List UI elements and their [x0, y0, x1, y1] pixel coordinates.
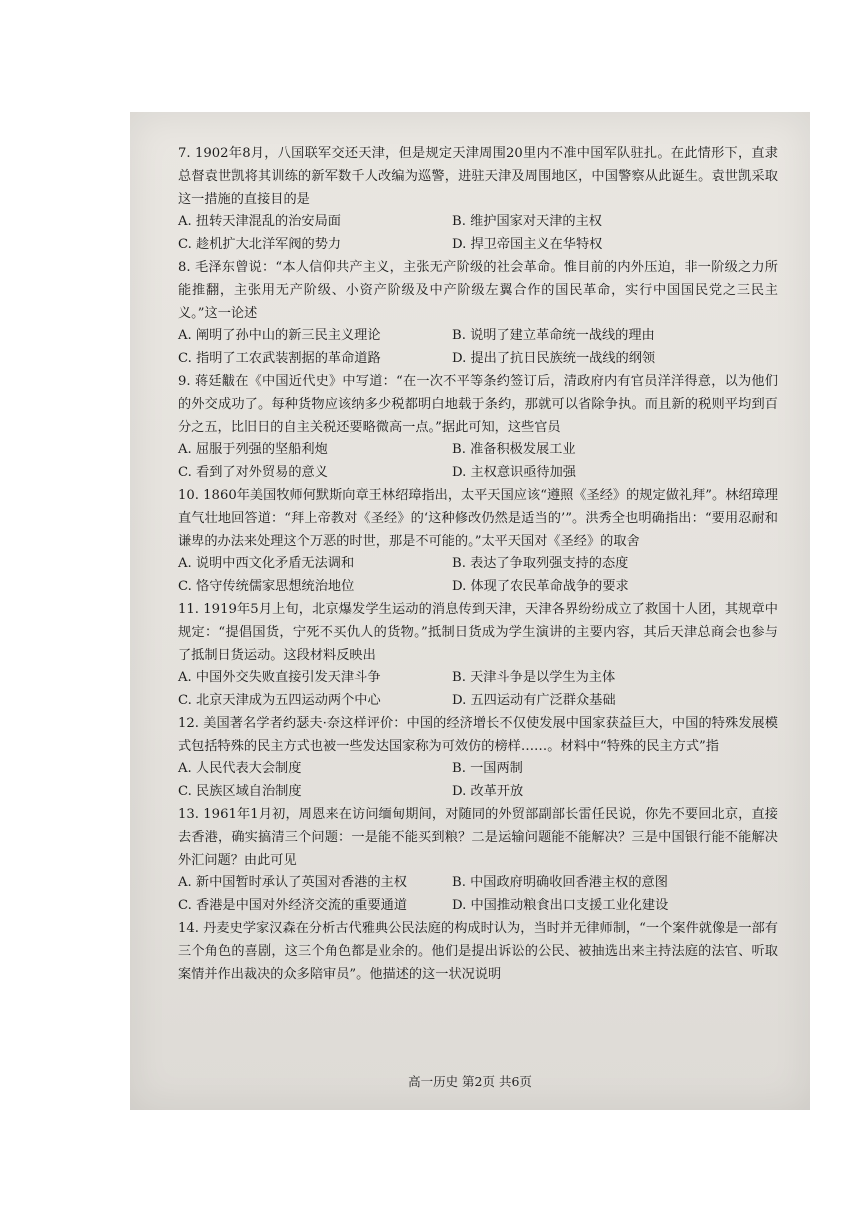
- option-d: D. 捍卫帝国主义在华特权: [452, 236, 603, 252]
- option-d: D. 改革开放: [452, 783, 524, 799]
- option-c: C. 指明了工农武装割据的革命道路: [178, 350, 381, 366]
- question-stem: 14. 丹麦史学家汉森在分析古代雅典公民法庭的构成时认为，当时并无律师制，“一个案件就像是一部有三个角色的喜剧，这三个角色都是业余的。他们是提出诉讼的公民、被抽选出来主持法庭的法官、听取案情并作出裁决的众多陪审员”。他描述的这一状况说明: [178, 921, 778, 982]
- question-stem: 9. 蒋廷黻在《中国近代史》中写道：“在一次不平等条约签订后，清政府内有官员洋洋得意，以为他们的外交成功了。每种货物应该纳多少税都明白地载于条约，那就可以省除争执。而且新的税则平均到百分之五，比旧日的自主关税还要略微高一点。”据此可知，这些官员: [178, 374, 778, 435]
- option-group: [178, 667, 778, 712]
- option-d: D. 五四运动有广泛群众基础: [452, 692, 616, 708]
- option-a: A. 人民代表大会制度: [178, 761, 302, 776]
- option-a: A. 阐明了孙中山的新三民主义理论: [178, 328, 381, 343]
- option-b: B. 表达了争取列强支持的态度: [452, 556, 629, 571]
- option-a: A. 中国外交失败直接引发天津斗争: [178, 670, 381, 685]
- exam-page: [130, 112, 810, 1110]
- question-7: [178, 142, 778, 256]
- question-stem: 12. 美国著名学者约瑟夫·奈这样评价：中国的经济增长不仅使发展中国家获益巨大，中国的特殊发展模式包括特殊的民主方式也被一些发达国家称为可效仿的榜样……。材料中“特殊的民主方式”指: [178, 716, 778, 754]
- question-9: [178, 370, 778, 484]
- question-13: [178, 803, 778, 917]
- option-a: A. 屈服于列强的坚船利炮: [178, 442, 328, 457]
- option-group: [178, 439, 778, 484]
- option-group: [178, 211, 778, 256]
- option-d: D. 体现了农民革命战争的要求: [452, 578, 629, 594]
- option-group: [178, 325, 778, 370]
- question-14: [178, 917, 778, 986]
- option-c: C. 恪守传统儒家思想统治地位: [178, 578, 355, 594]
- option-group: [178, 758, 778, 803]
- option-group: [178, 872, 778, 917]
- option-c: C. 看到了对外贸易的意义: [178, 464, 328, 480]
- option-b: B. 说明了建立革命统一战线的理由: [452, 328, 655, 343]
- option-b: B. 天津斗争是以学生为主体: [452, 670, 616, 685]
- question-8: [178, 256, 778, 370]
- option-c: C. 香港是中国对外经济交流的重要通道: [178, 897, 408, 913]
- question-10: [178, 484, 778, 598]
- option-c: C. 北京天津成为五四运动两个中心: [178, 692, 381, 708]
- question-12: [178, 712, 778, 803]
- question-stem: 7. 1902年8月，八国联军交还天津，但是规定天津周围20里内不准中国军队驻扎。在此情形下，直隶总督袁世凯将其训练的新军数千人改编为巡警，进驻天津及周围地区，中国警察从此诞生。袁世凯采取这一措施的直接目的是: [178, 146, 778, 207]
- question-11: [178, 598, 778, 712]
- page-footer: 高一历史 第2页 共6页: [408, 1074, 532, 1089]
- option-b: B. 中国政府明确收回香港主权的意图: [452, 875, 668, 890]
- question-list: [178, 142, 778, 986]
- question-stem: 11. 1919年5月上旬，北京爆发学生运动的消息传到天津，天津各界纷纷成立了救国十人团，其规章中规定：“提倡国货，宁死不买仇人的货物。”抵制日货成为学生演讲的主要内容，其后天津总商会也参与了抵制日货运动。这段材料反映出: [178, 602, 778, 663]
- option-group: [178, 553, 778, 598]
- option-c: C. 民族区域自治制度: [178, 783, 302, 799]
- option-a: A. 说明中西文化矛盾无法调和: [178, 556, 355, 571]
- option-a: A. 扭转天津混乱的治安局面: [178, 214, 341, 229]
- option-d: D. 主权意识亟待加强: [452, 464, 576, 480]
- question-stem: 13. 1961年1月初，周恩来在访问缅甸期间，对随同的外贸部副部长雷任民说，你先不要回北京，直接去香港，确实搞清三个问题：一是能不能买到粮？二是运输问题能不能解决？三是中国银行能不能解决外汇问题？由此可见: [178, 807, 778, 868]
- option-c: C. 趁机扩大北洋军阀的势力: [178, 236, 342, 252]
- option-a: A. 新中国暂时承认了英国对香港的主权: [178, 875, 407, 890]
- option-b: B. 一国两制: [452, 761, 523, 776]
- option-d: D. 中国推动粮食出口支援工业化建设: [452, 897, 669, 913]
- question-stem: 8. 毛泽东曾说：“本人信仰共产主义，主张无产阶级的社会革命。惟目前的内外压迫，非一阶级之力所能推翻，主张用无产阶级、小资产阶级及中产阶级左翼合作的国民革命，实行中国国民党之三民主义。”这一论述: [178, 260, 778, 321]
- question-stem: 10. 1860年美国牧师何默斯向章王林绍璋指出，太平天国应该“遵照《圣经》的规定做礼拜”。林绍璋理直气壮地回答道：“拜上帝教对《圣经》的‘这种修改仍然是适当的’”。洪秀全也明确指出：“要用忍耐和谦卑的办法来处理这个万恶的时世，那是不可能的。”太平天国对《圣经》的取舍: [178, 488, 778, 549]
- option-b: B. 维护国家对天津的主权: [452, 214, 602, 229]
- option-b: B. 准备积极发展工业: [452, 442, 576, 457]
- option-d: D. 提出了抗日民族统一战线的纲领: [452, 350, 656, 366]
